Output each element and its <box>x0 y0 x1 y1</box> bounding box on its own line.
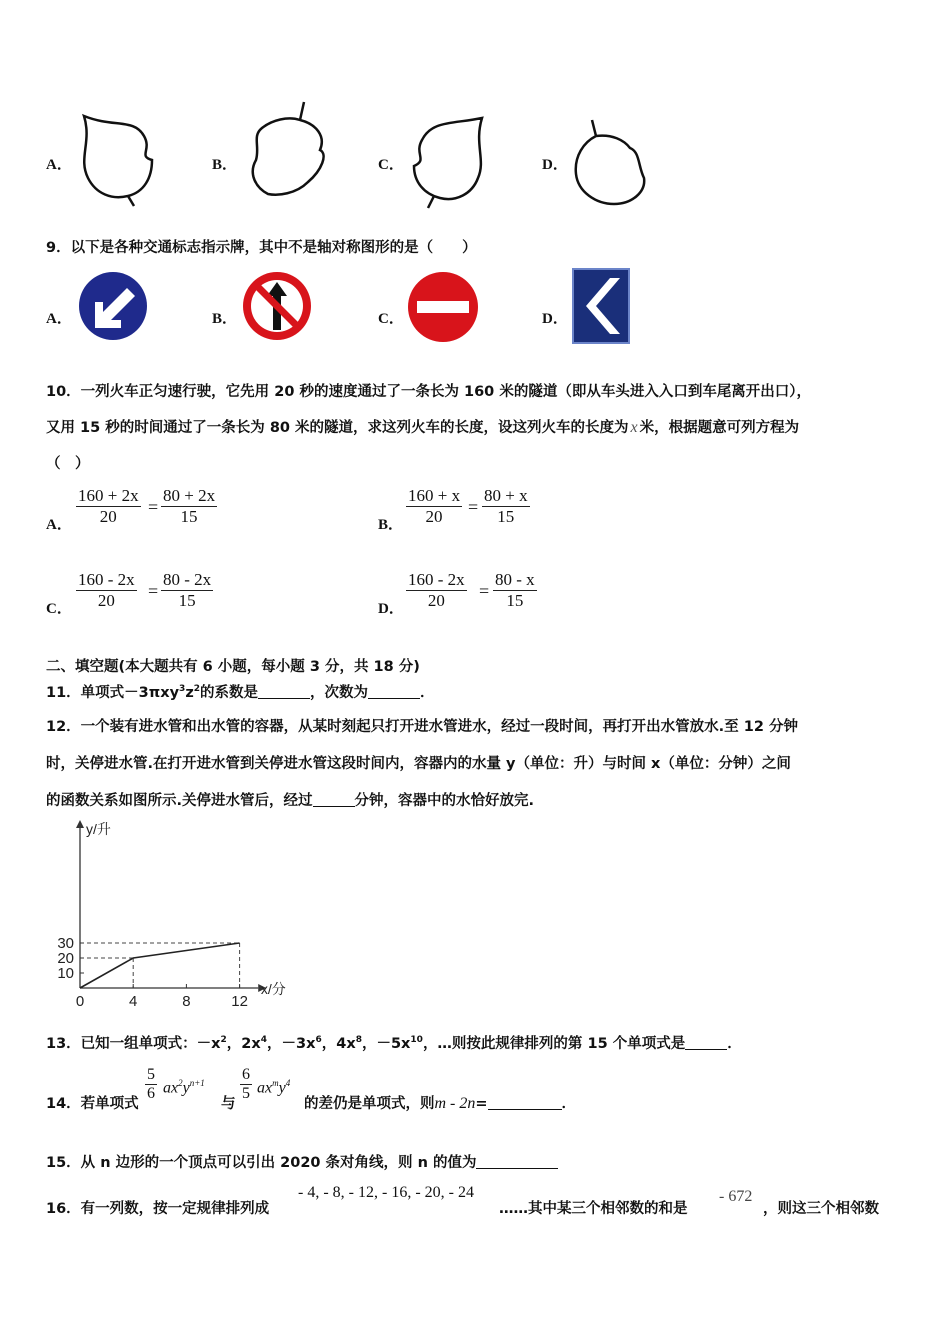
q9-question: 9．以下是各种交通标志指示牌，其中不是轴对称图形的是（ ） <box>46 240 477 256</box>
fraction: $\frac{80 - x}{15}$ <box>495 570 535 610</box>
leaf-outline-icon <box>242 98 334 206</box>
q14-prefix: 14．若单项式 <box>46 1096 139 1112</box>
x-tick-label: 4 <box>129 993 138 1010</box>
leaf-outline-icon <box>568 116 650 208</box>
equals-sign: = <box>479 581 490 601</box>
variable-x: x <box>630 419 638 436</box>
answer-blank[interactable] <box>488 1095 562 1110</box>
q13-question: 13．已知一组单项式：$-x^2$，$2x^4$，$-3x^6$，$4x^8$，$-5x^{10}$，…则按此规律排列的第 15 个单项式是 ． <box>46 1035 742 1052</box>
fraction-6-5: $\frac{6}{5}$ <box>242 1066 250 1102</box>
q9-option-c-label: C． <box>378 311 404 327</box>
leaf-outline-icon <box>404 110 492 210</box>
fraction: $\frac{80 + x}{15}$ <box>484 486 528 526</box>
x-tick-label: 0 <box>75 993 85 1010</box>
answer-blank[interactable] <box>476 1154 558 1169</box>
fraction: $\frac{160 + x}{20}$ <box>408 486 461 526</box>
q15-question: 15．从 n 边形的一个顶点可以引出 2020 条对角线，则 n 的值为 <box>46 1151 558 1172</box>
y-tick-label: 10 <box>57 965 74 982</box>
answer-blank[interactable] <box>313 792 355 807</box>
q9-option-b-label: B． <box>212 311 238 327</box>
q14-with: 与 <box>221 1096 236 1112</box>
q10-line2: 又用 15 秒的时间通过了一条长为 80 米的隧道，求这列火车的长度，设这列火车的长度为 x 米，根据题意可列方程为 <box>46 419 800 436</box>
q8-option-d-label: D． <box>542 157 568 173</box>
section-title: 二、填空题(本大题共有 6 小题，每小题 3 分，共 18 分) <box>46 659 420 675</box>
q16-sum: - 672 <box>719 1188 753 1205</box>
equals-sign: = <box>148 497 159 517</box>
water-volume-chart <box>44 818 304 1014</box>
fraction: $\frac{160 - 2x}{20}$ <box>78 570 135 610</box>
q10-option-c-label: C． <box>46 601 72 617</box>
q12-line2: 时，关停进水管.在打开进水管到关停进水管这段时间内，容器内的水量 y（单位：升）与时间 x（单位：分钟）之间 <box>46 756 791 772</box>
y-axis-label: y/升 <box>86 821 111 837</box>
x-tick-label: 12 <box>231 993 248 1010</box>
arrow-down-left-sign-icon <box>77 270 149 342</box>
q16-sequence: - 4, - 8, - 12, - 16, - 20, - 24 <box>298 1184 474 1201</box>
fraction-5-6: $\frac{5}{6}$ <box>147 1066 155 1102</box>
q10-option-d-label: D． <box>378 601 404 617</box>
y-axis-arrow <box>76 820 84 828</box>
q16-middle: ……其中某三个相邻数的和是 <box>499 1201 688 1217</box>
fraction: $\frac{80 + 2x}{15}$ <box>163 486 216 526</box>
x-axis-label: x/分 <box>260 981 286 997</box>
leaf-outline-icon <box>74 108 160 208</box>
x-tick-label: 8 <box>182 993 191 1010</box>
no-entry-sign-icon <box>406 270 480 344</box>
fraction: $\frac{80 - 2x}{15}$ <box>163 570 212 610</box>
y-tick-label: 30 <box>57 935 74 952</box>
monomial-1: $ax^2y^{n+1}$ <box>163 1078 205 1097</box>
monomial-2: $ax^my^4$ <box>257 1078 291 1097</box>
equals-sign: = <box>468 497 479 517</box>
answer-blank[interactable] <box>685 1035 727 1050</box>
y-tick-label: 20 <box>57 950 74 967</box>
q11-question: 11．单项式$-3\pi xy^3z^2$的系数是 ，次数为 ． <box>46 684 435 701</box>
q10-option-a-label: A． <box>46 517 72 533</box>
q9-option-d-label: D． <box>542 311 568 327</box>
fraction: $\frac{160 - 2x}{20}$ <box>408 570 465 610</box>
answer-blank[interactable] <box>368 684 420 699</box>
q12-line1: 12．一个装有进水管和出水管的容器，从某时刻起只打开进水管进水，经过一段时间，再打开出水管放水.至 12 分钟 <box>46 719 798 735</box>
q12-line3: 的函数关系如图所示.关停进水管后，经过 分钟，容器中的水恰好放完. <box>46 793 535 809</box>
fraction: $\frac{160 + 2x}{20}$ <box>78 486 139 526</box>
equals-sign: = <box>148 581 159 601</box>
q16-prefix: 16．有一列数，按一定规律排列成 <box>46 1201 270 1217</box>
series-line <box>80 943 240 988</box>
q9-option-a-label: A． <box>46 311 72 327</box>
q8-option-a-label: A． <box>46 157 72 173</box>
q16-suffix: ，则这三个相邻数 <box>763 1201 879 1217</box>
chevron-left-sign-icon <box>572 268 630 344</box>
q8-option-c-label: C． <box>378 157 404 173</box>
answer-blank[interactable] <box>258 684 310 699</box>
q8-option-b-label: B． <box>212 157 238 173</box>
q10-line3: （ ） <box>46 456 90 472</box>
no-straight-ahead-sign-icon <box>241 270 313 342</box>
q10-line1: 10．一列火车正匀速行驶，它先用 20 秒的速度通过了一条长为 160 米的隧道（即从车头进入入口到车尾离开出口）， <box>46 384 812 400</box>
q10-option-b-label: B． <box>378 517 404 533</box>
q14-suffix: 的差仍是单项式，则m - 2n= ． <box>304 1095 577 1112</box>
